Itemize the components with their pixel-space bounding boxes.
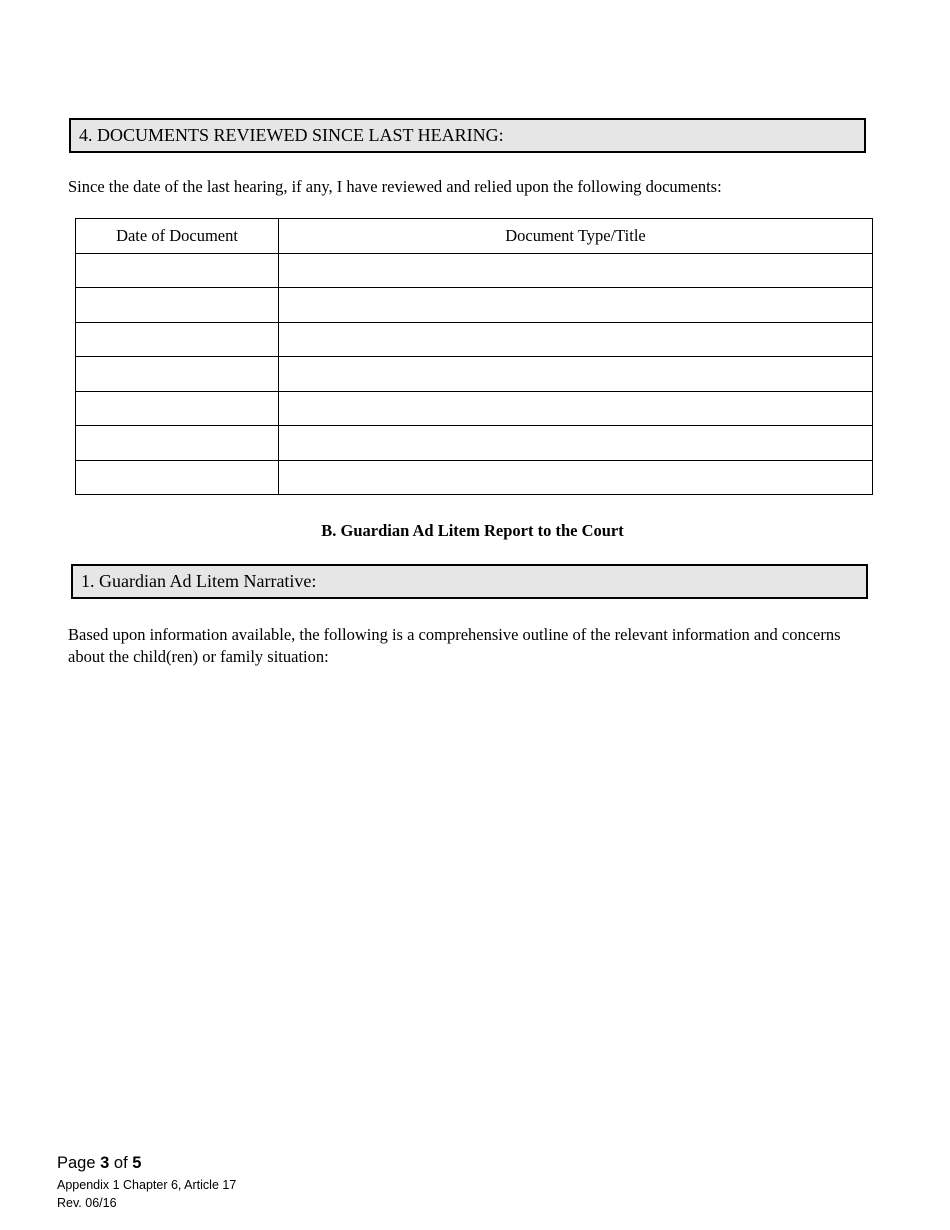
section-4-header bbox=[69, 118, 866, 153]
type-title-cell[interactable] bbox=[279, 357, 873, 392]
table-header-row bbox=[76, 219, 873, 254]
type-title-cell[interactable] bbox=[279, 391, 873, 426]
type-title-cell[interactable] bbox=[279, 460, 873, 495]
section-1-header bbox=[71, 564, 868, 599]
type-title-cell[interactable] bbox=[279, 322, 873, 357]
section-b-heading: B. Guardian Ad Litem Report to the Court bbox=[321, 521, 624, 540]
table-row bbox=[76, 426, 873, 461]
documents-intro-text: Since the date of the last hearing, if any, I have reviewed and relied upon the following documents: bbox=[68, 177, 722, 196]
table-row bbox=[76, 391, 873, 426]
table-row bbox=[76, 460, 873, 495]
revision-date: Rev. 06/16 bbox=[57, 1196, 117, 1210]
page-total: 5 bbox=[132, 1154, 142, 1172]
table-row bbox=[76, 322, 873, 357]
type-title-cell[interactable] bbox=[279, 288, 873, 323]
page-prefix: Page bbox=[57, 1154, 101, 1172]
page-number bbox=[57, 1154, 141, 1173]
date-cell[interactable] bbox=[76, 357, 279, 392]
section-4-title: 4. DOCUMENTS REVIEWED SINCE LAST HEARING: bbox=[79, 125, 504, 145]
table-row bbox=[76, 253, 873, 288]
narrative-intro-text: Based upon information available, the following is a comprehensive outline of the relevant information and concerns about the child(ren) or family situation: bbox=[68, 625, 841, 666]
column-header-date: Date of Document bbox=[76, 219, 279, 254]
date-cell[interactable] bbox=[76, 460, 279, 495]
date-cell[interactable] bbox=[76, 288, 279, 323]
date-cell[interactable] bbox=[76, 391, 279, 426]
date-cell[interactable] bbox=[76, 253, 279, 288]
page-current: 3 bbox=[100, 1154, 110, 1172]
column-header-type-title: Document Type/Title bbox=[279, 219, 873, 254]
section-1-title: 1. Guardian Ad Litem Narrative: bbox=[81, 571, 317, 591]
date-cell[interactable] bbox=[76, 322, 279, 357]
type-title-cell[interactable] bbox=[279, 253, 873, 288]
appendix-reference: Appendix 1 Chapter 6, Article 17 bbox=[57, 1178, 237, 1192]
page-of: of bbox=[109, 1154, 133, 1172]
documents-table bbox=[75, 218, 873, 495]
table-row bbox=[76, 288, 873, 323]
date-cell[interactable] bbox=[76, 426, 279, 461]
table-row bbox=[76, 357, 873, 392]
type-title-cell[interactable] bbox=[279, 426, 873, 461]
